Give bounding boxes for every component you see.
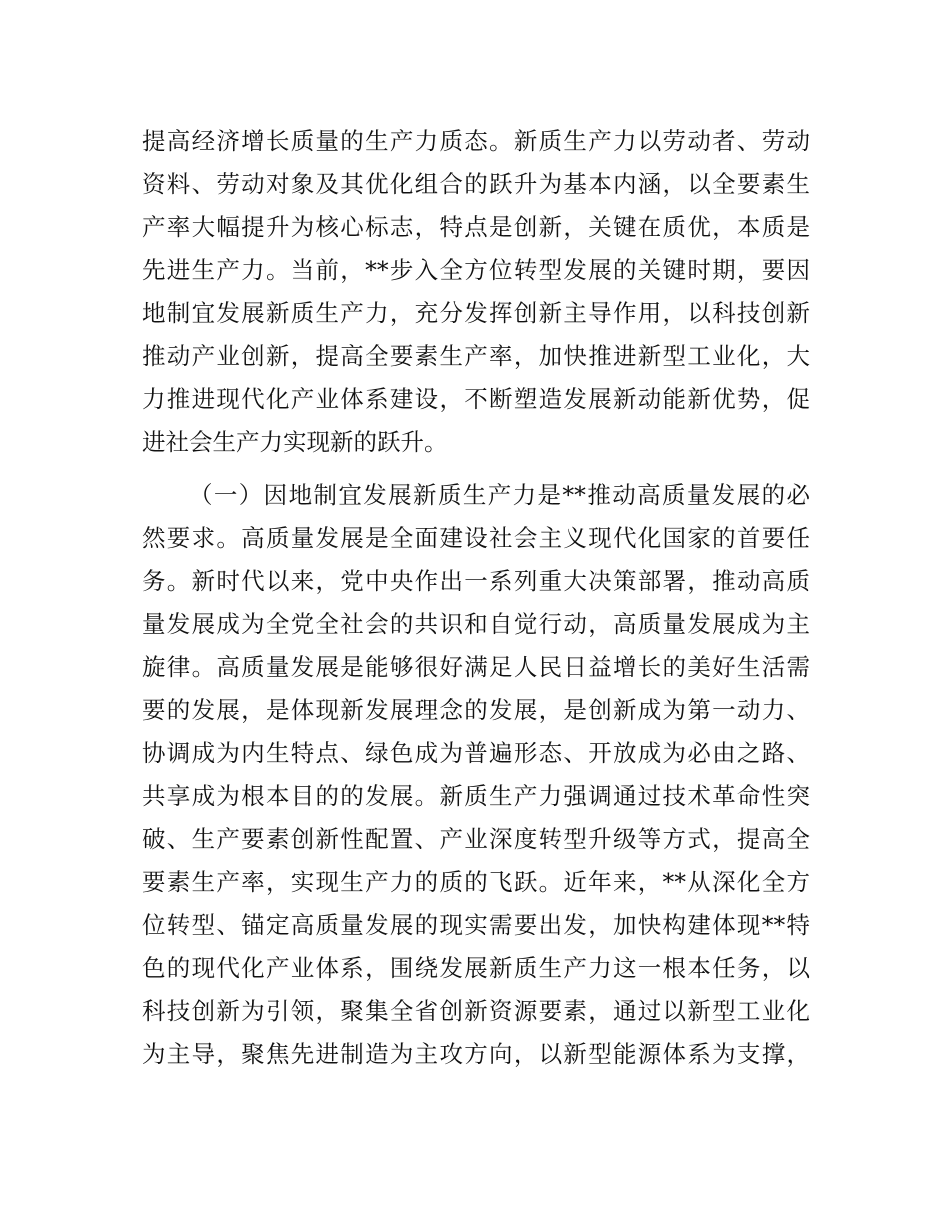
text-line: 科技创新为引领，聚集全省创新资源要素，通过以新型工业化	[142, 997, 810, 1025]
text-line: 旋律。高质量发展是能够很好满足人民日益增长的美好生活需	[142, 653, 810, 681]
text-line: 要的发展，是体现新发展理念的发展，是创新成为第一动力、	[142, 696, 810, 724]
text-line: 先进生产力。当前，**步入全方位转型发展的关键时期，要因	[142, 256, 810, 284]
text-line: 要素生产率，实现生产力的质的飞跃。近年来，**从深化全方	[142, 868, 810, 896]
text-line: 破、生产要素创新性配置、产业深度转型升级等方式，提高全	[142, 825, 810, 853]
text-line: 务。新时代以来，党中央作出一系列重大决策部署，推动高质	[142, 567, 810, 595]
text-line: 为主导，聚焦先进制造为主攻方向，以新型能源体系为支撑，	[142, 1040, 810, 1068]
text-line: 然要求。高质量发展是全面建设社会主义现代化国家的首要任	[142, 524, 810, 552]
text-line: 提高经济增长质量的生产力质态。新质生产力以劳动者、劳动	[142, 127, 810, 155]
text-line: 推动产业创新，提高全要素生产率，加快推进新型工业化，大	[142, 342, 810, 370]
text-line: 力推进现代化产业体系建设，不断塑造发展新动能新优势，促	[142, 385, 810, 413]
text-line: 色的现代化产业体系，围绕发展新质生产力这一根本任务，以	[142, 954, 810, 982]
text-line: 产率大幅提升为核心标志，特点是创新，关键在质优，本质是	[142, 213, 810, 241]
text-line: 协调成为内生特点、绿色成为普遍形态、开放成为必由之路、	[142, 739, 810, 767]
text-line: （一）因地制宜发展新质生产力是**推动高质量发展的必	[189, 481, 810, 509]
text-line: 地制宜发展新质生产力，充分发挥创新主导作用，以科技创新	[142, 299, 810, 327]
text-line: 进社会生产力实现新的跃升。	[142, 428, 448, 456]
text-line: 资料、劳动对象及其优化组合的跃升为基本内涵，以全要素生	[142, 170, 810, 198]
text-line: 位转型、锚定高质量发展的现实需要出发，加快构建体现**特	[142, 911, 810, 939]
text-line: 量发展成为全党全社会的共识和自觉行动，高质量发展成为主	[142, 610, 810, 638]
text-line: 共享成为根本目的的发展。新质生产力强调通过技术革命性突	[142, 782, 810, 810]
